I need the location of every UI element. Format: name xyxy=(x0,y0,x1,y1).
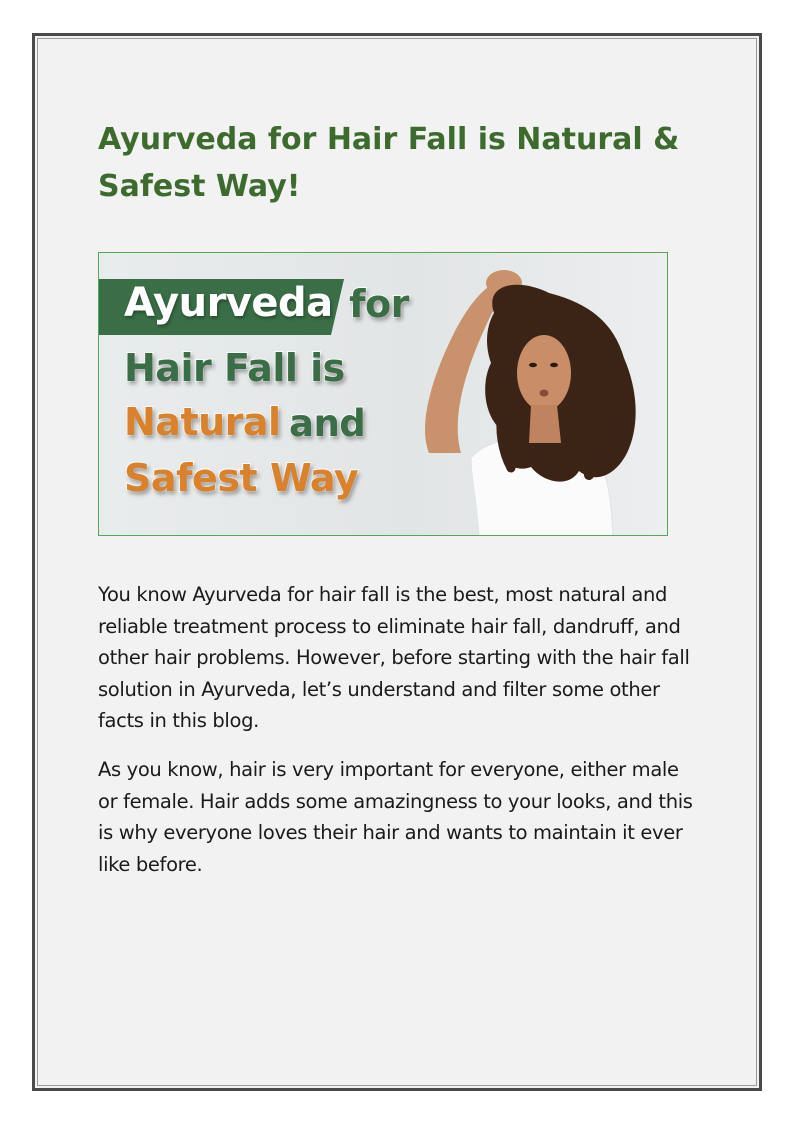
banner-line2: Hair Fall is xyxy=(124,346,345,390)
banner-line1-for: for xyxy=(349,282,409,326)
woman-neck xyxy=(529,405,561,443)
banner-line3-and: and xyxy=(289,402,366,445)
banner-image xyxy=(98,252,668,536)
body-paragraph-2: As you know, hair is very important for everyone, either male or female. Hair adds some amazingness to your looks, and this is why everyone loves their hair and wants to maintain it ever like before. xyxy=(98,758,693,876)
banner-line3-natural: Natural xyxy=(124,400,281,444)
woman-mouth xyxy=(540,390,549,397)
banner-line4: Safest Way xyxy=(124,456,359,500)
page-frame xyxy=(32,33,762,1091)
woman-eye-right xyxy=(550,363,558,367)
page-title: Ayurveda for Hair Fall is Natural & Safest Way! xyxy=(98,122,680,204)
banner-line1-ayurveda: Ayurveda xyxy=(124,280,333,326)
woman-eye-left xyxy=(529,363,537,367)
body-paragraph-1: You know Ayurveda for hair fall is the best, most natural and reliable treatment process to eliminate hair fall, dandruff, and other hair problems. However, before starting with the hair fall solution in Ayurveda, let’s understand and filter some other facts in this blog. xyxy=(98,583,690,732)
woman-face xyxy=(517,335,571,411)
